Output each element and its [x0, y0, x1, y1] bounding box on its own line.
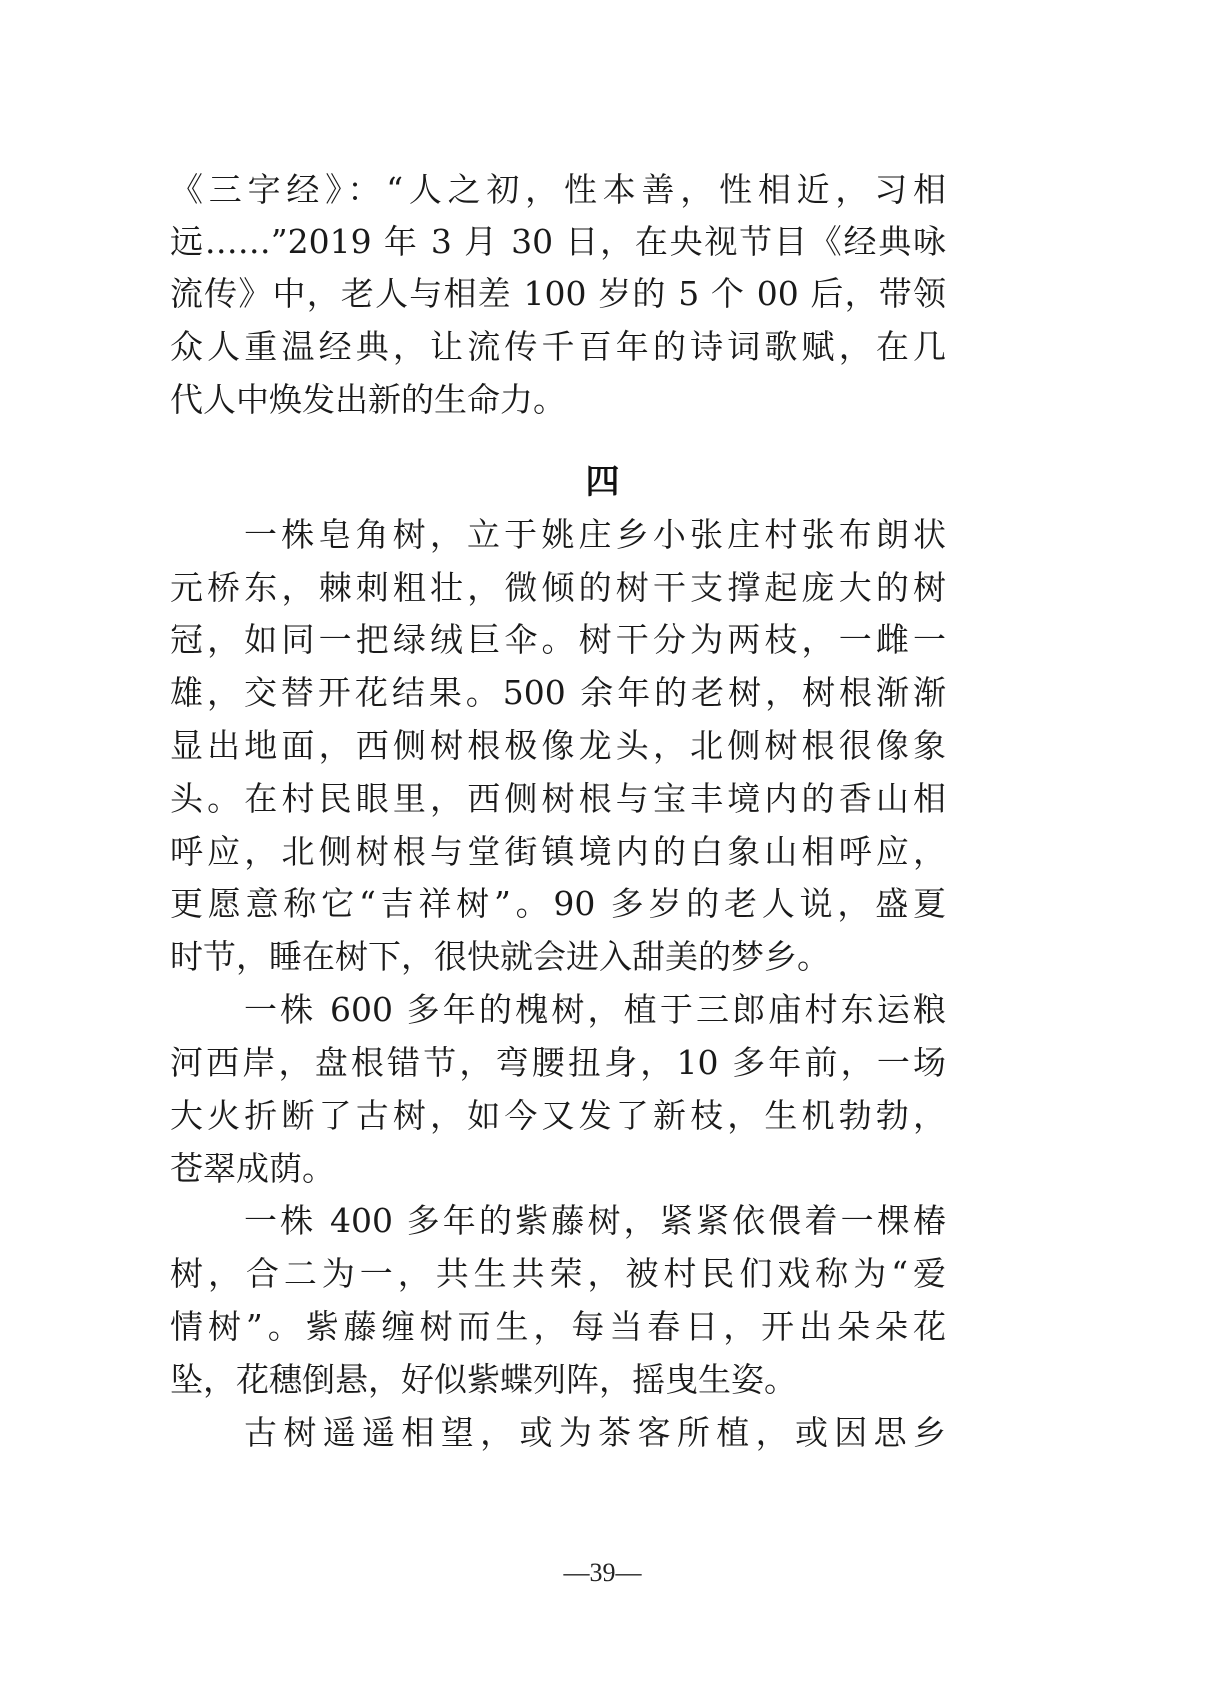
- text-line: 《三字经》：“人之初，性本善，性相近，习相: [170, 170, 946, 209]
- text-line: 呼应，北侧树根与堂街镇境内的白象山相呼应，: [170, 832, 946, 871]
- text-line: 一株 600 多年的槐树，植于三郎庙村东运粮: [244, 990, 946, 1029]
- text-line: 冠，如同一把绿绒巨伞。树干分为两枝，一雌一: [170, 620, 946, 659]
- text-line: 时节，睡在树下，很快就会进入甜美的梦乡。: [170, 937, 830, 976]
- text-line: 情树”。紫藤缠树而生，每当春日，开出朵朵花: [170, 1307, 946, 1346]
- text-line: 众人重温经典，让流传千百年的诗词歌赋，在几: [170, 327, 946, 366]
- text-line: 显出地面，西侧树根极像龙头，北侧树根很像象: [170, 726, 946, 765]
- text-line: 流传》中，老人与相差 100 岁的 5 个 00 后，带领: [170, 274, 946, 313]
- text-line: 雄，交替开花结果。500 余年的老树，树根渐渐: [170, 673, 946, 712]
- text-line: 代人中焕发出新的生命力。: [170, 380, 566, 419]
- text-line: 一株皂角树，立于姚庄乡小张庄村张布朗状: [244, 515, 946, 554]
- text-line: 坠，花穗倒悬，好似紫蝶列阵，摇曳生姿。: [170, 1360, 797, 1399]
- page-number: —39—: [563, 1558, 642, 1587]
- section-heading: 四: [585, 462, 620, 502]
- text-line: 树，合二为一，共生共荣，被村民们戏称为“爱: [170, 1254, 946, 1293]
- text-line: 大火折断了古树，如今又发了新枝，生机勃勃，: [170, 1096, 946, 1135]
- text-line: 苍翠成荫。: [170, 1149, 335, 1188]
- text-line: 更愿意称它“吉祥树”。90 多岁的老人说，盛夏: [170, 884, 946, 923]
- text-line: 远……”2019 年 3 月 30 日，在央视节目《经典咏: [170, 222, 946, 261]
- text-line: 河西岸，盘根错节，弯腰扭身，10 多年前，一场: [170, 1043, 946, 1082]
- text-line: 古树遥遥相望，或为茶客所植，或因思乡: [244, 1413, 946, 1452]
- text-line: 头。在村民眼里，西侧树根与宝丰境内的香山相: [170, 779, 946, 818]
- text-line: 元桥东，棘刺粗壮，微倾的树干支撑起庞大的树: [170, 568, 946, 607]
- text-line: 一株 400 多年的紫藤树，紧紧依偎着一棵椿: [244, 1201, 946, 1240]
